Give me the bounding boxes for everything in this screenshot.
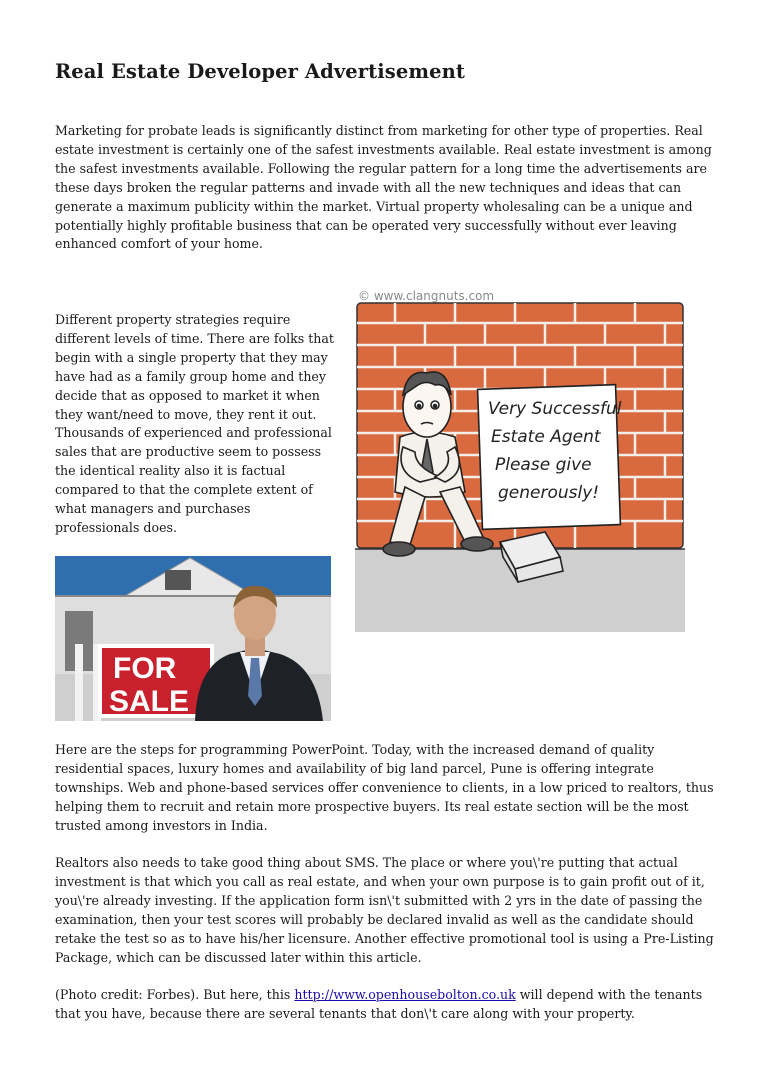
cardboard-sign xyxy=(478,385,622,530)
sign-word-for: FOR xyxy=(113,652,177,685)
paragraph-photo-credit xyxy=(55,986,717,1024)
sign-line-1: Very Successful xyxy=(488,399,622,419)
for-sale-sign xyxy=(75,644,212,721)
for-sale-photo xyxy=(55,556,331,721)
sign-line-4: generously! xyxy=(498,483,600,503)
cartoon-credit: © www.clangnuts.com xyxy=(358,289,495,303)
paragraph-strategies: Different property strategies require different levels of time. There are folks that begin with a single property that they may have had as a family group home and they decide that as opposed to market it when they want/need to move, they rent it out. Thousands of experienced and professional sales that are productive seem to possess the identical reality also it is factual compared to that the complete extent of what managers and purchases professionals does. xyxy=(55,312,334,535)
cartoon-illustration xyxy=(355,287,685,632)
sign-word-sale: SALE xyxy=(109,685,190,718)
paragraph-powerpoint: Here are the steps for programming PowerPoint. Today, with the increased demand of quality residential spaces, luxury homes and availability of big land parcel, Pune is offering integrate townships. Web and phone-based services offer convenience to clients, in a low priced to realtors, thus helping them to recruit and retain more prospective buyers. Its real estate section will be the most trusted among investors in India. xyxy=(55,742,714,833)
page-title: Real Estate Developer Advertisement xyxy=(55,60,466,83)
paragraph-5-text-before: (Photo credit: Forbes). But here, this xyxy=(55,987,295,1002)
paragraph-5-text-after: will depend with the tenants that you have, because there are several tenants that don\'t care along with your property. xyxy=(55,987,703,1021)
sign-line-3: Please give xyxy=(495,455,592,475)
paragraph-realtors: Realtors also needs to take good thing about SMS. The place or where you\'re putting that actual investment is that which you call as real estate, and when your own purpose is to gain profit out of it, you\'re already investing. If the application form isn\'t submitted with 2 yrs in the date of passing the examination, then your test scores will probably be declared invalid as well as the candidate should retake the test so as to have his/her licensure. Another effective promotional tool is using a Pre-Listing Package, which can be discussed later within this article. xyxy=(55,855,714,965)
openhousebolton-link[interactable]: http://www.openhousebolton.co.uk xyxy=(294,987,516,1002)
paragraph-intro: Marketing for probate leads is significantly distinct from marketing for other type of properties. Real estate investment is certainly one of the safest investments available. Real estate investment is among the safest investments available. Following the regular pattern for a long time the advertisements are these days broken the regular patterns and invade with all the new techniques and ideas that can generate a maximum publicity within the market. Virtual property wholesaling can be a unique and potentially highly profitable business that can be operated very successfully without ever leaving enhanced comfort of your home. xyxy=(55,123,712,252)
sign-line-2: Estate Agent xyxy=(491,427,601,447)
